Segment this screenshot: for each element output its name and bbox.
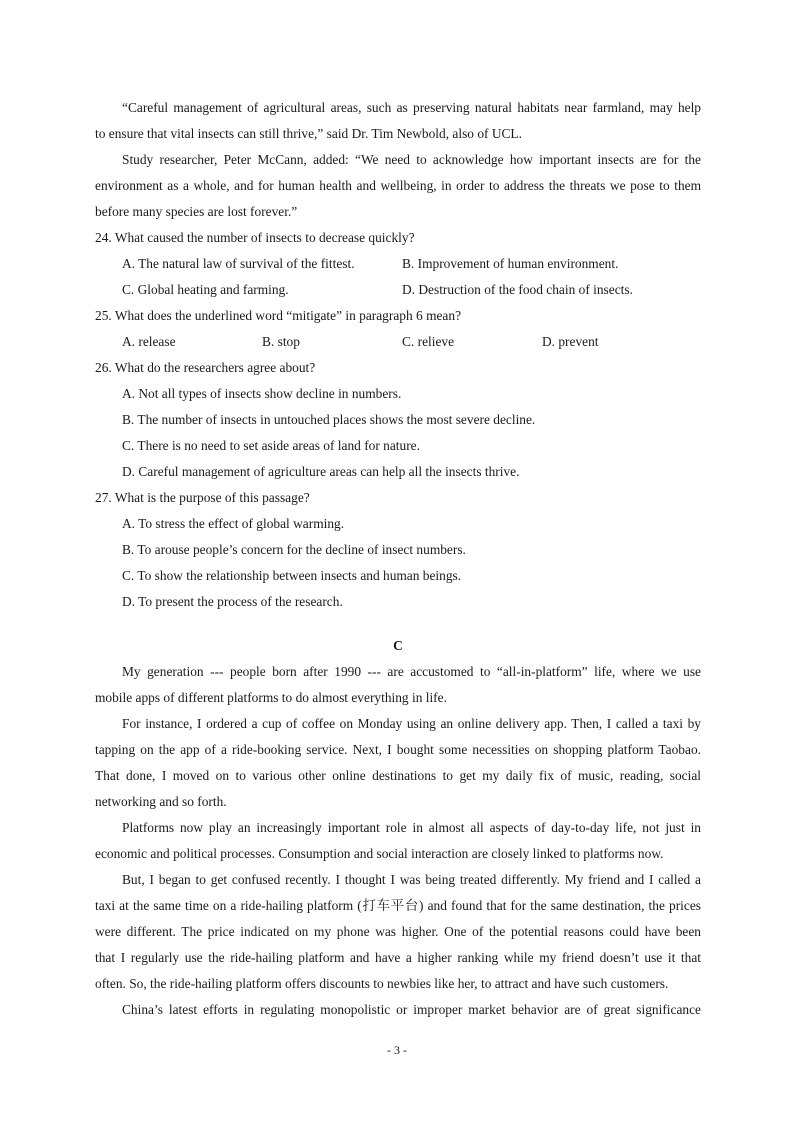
question-24 <box>95 225 701 303</box>
text-line: That done, I moved on to various other online destinations to get my daily fix of music, reading, social <box>95 768 701 783</box>
text-line: before many species are lost forever.” <box>95 204 298 219</box>
option-a: A. The natural law of survival of the fittest. <box>122 256 355 271</box>
page-number: - 3 - <box>387 1043 407 1057</box>
option-c: C. Global heating and farming. <box>122 282 289 297</box>
option-b: B. Improvement of human environment. <box>402 256 619 271</box>
passage-paragraph-3 <box>95 815 701 867</box>
option-b: B. The number of insects in untouched places shows the most severe decline. <box>122 412 536 427</box>
question-stem: 25. What does the underlined word “mitigate” in paragraph 6 mean? <box>95 308 462 323</box>
text-line: often. So, the ride-hailing platform offers discounts to newbies like her, to attract and have such customers. <box>95 976 669 991</box>
option-d: D. prevent <box>542 334 599 349</box>
question-stem: 27. What is the purpose of this passage? <box>95 490 310 505</box>
option-a: A. Not all types of insects show decline in numbers. <box>122 386 402 401</box>
text-line: For instance, I ordered a cup of coffee on Monday using an online delivery app. Then, I called a taxi by <box>122 716 701 731</box>
text-line: Platforms now play an increasingly important role in almost all aspects of day-to-day life, not just in <box>122 820 701 835</box>
text-line: mobile apps of different platforms to do almost everything in life. <box>95 690 447 705</box>
quote-paragraph <box>95 95 701 147</box>
option-a: A. release <box>122 334 176 349</box>
option-d: D. Careful management of agriculture areas can help all the insects thrive. <box>122 464 520 479</box>
text-line: tapping on the app of a ride-booking service. Next, I bought some necessities on shopping platform Taobao. <box>95 742 701 757</box>
option-a: A. To stress the effect of global warming. <box>122 516 345 531</box>
passage-paragraph-4 <box>95 867 701 997</box>
passage-paragraph-1 <box>95 659 701 711</box>
section-heading: C <box>393 638 403 653</box>
text-line: But, I began to get confused recently. I thought I was being treated differently. My friend and I called a <box>122 872 701 887</box>
option-d: D. Destruction of the food chain of insects. <box>402 282 633 297</box>
question-25 <box>95 303 701 355</box>
document-page <box>95 95 701 1023</box>
text-line: “Careful management of agricultural areas, such as preserving natural habitats near farmland, may help <box>122 100 701 115</box>
option-row <box>95 251 701 277</box>
option-b: B. stop <box>262 334 300 349</box>
passage-paragraph-2 <box>95 711 701 815</box>
option-d: D. To present the process of the research. <box>122 594 343 609</box>
text-line: were different. The price indicated on my phone was higher. One of the potential reasons could have been <box>95 924 701 939</box>
text-line: China’s latest efforts in regulating monopolistic or improper market behavior are of great significance <box>122 1002 701 1017</box>
question-stem: 26. What do the researchers agree about? <box>95 360 316 375</box>
question-stem: 24. What caused the number of insects to decrease quickly? <box>95 230 415 245</box>
option-row <box>95 329 701 355</box>
option-b: B. To arouse people’s concern for the decline of insect numbers. <box>122 542 466 557</box>
question-26 <box>95 355 701 485</box>
option-row <box>95 277 701 303</box>
text-line: that I regularly use the ride-hailing platform and have a higher ranking while my friend doesn’t use it that <box>95 950 701 965</box>
text-line: to ensure that vital insects can still thrive,” said Dr. Tim Newbold, also of UCL. <box>95 126 522 141</box>
option-c: C. To show the relationship between insects and human beings. <box>122 568 462 583</box>
text-line: networking and so forth. <box>95 794 227 809</box>
text-line: economic and political processes. Consumption and social interaction are closely linked to platforms now. <box>95 846 664 861</box>
text-line: taxi at the same time on a ride-hailing platform (打车平台) and found that for the same destination, the prices <box>95 898 701 913</box>
mccann-paragraph <box>95 147 701 225</box>
text-line: My generation --- people born after 1990 --- are accustomed to “all-in-platform” life, where we use <box>122 664 701 679</box>
option-c: C. relieve <box>402 334 455 349</box>
passage-paragraph-5 <box>95 997 701 1023</box>
option-c: C. There is no need to set aside areas of land for nature. <box>122 438 420 453</box>
text-line: Study researcher, Peter McCann, added: “We need to acknowledge how important insects are for the <box>122 152 701 167</box>
question-27 <box>95 485 701 615</box>
text-line: environment as a whole, and for human health and wellbeing, in order to address the threats we pose to them <box>95 178 701 193</box>
